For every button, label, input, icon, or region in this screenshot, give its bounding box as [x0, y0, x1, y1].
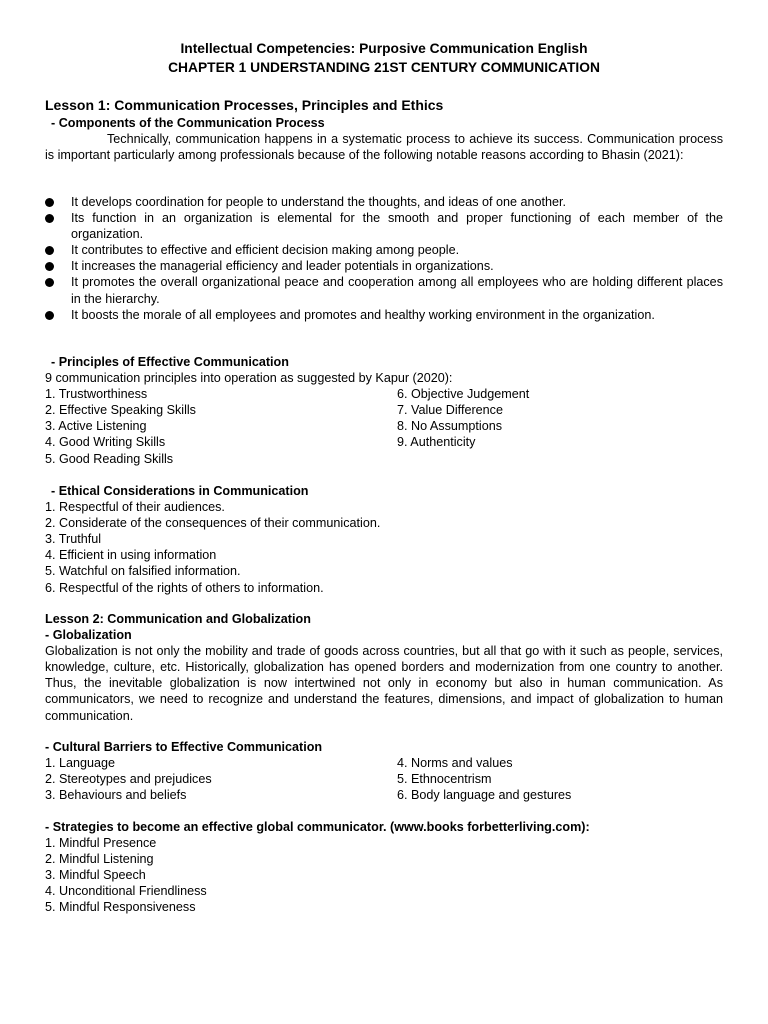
bullet-icon	[45, 262, 54, 271]
principles-heading: - Principles of Effective Communication	[51, 355, 289, 369]
list-item: 3. Mindful Speech	[45, 868, 146, 883]
list-item: 7. Value Difference	[397, 403, 503, 418]
list-item: 3. Truthful	[45, 532, 102, 547]
list-item: 1. Respectful of their audiences.	[45, 500, 225, 515]
components-heading: - Components of the Communication Process	[51, 116, 325, 130]
barriers-list	[45, 755, 723, 803]
list-item: 5. Watchful on falsified information.	[45, 564, 241, 579]
barriers-section	[45, 739, 723, 803]
components-section	[45, 115, 723, 163]
list-item: It develops coordination for people to understand the thoughts, and ideas of one another.	[45, 194, 723, 210]
ethics-heading: - Ethical Considerations in Communication	[51, 484, 309, 498]
barriers-heading: - Cultural Barriers to Effective Communication	[45, 740, 323, 754]
components-paragraph: Technically, communication happens in a systematic process to achieve its success. Communication process is important particularly among professionals because of the following notable reasons according to Bhasin (2021):	[45, 132, 723, 163]
list-item: It increases the managerial efficiency and leader potentials in organizations.	[45, 258, 723, 274]
list-item: 2. Mindful Listening	[45, 852, 154, 867]
principles-section	[45, 354, 723, 467]
list-item: 3. Behaviours and beliefs	[45, 788, 187, 803]
list-item: 6. Respectful of the rights of others to information.	[45, 580, 324, 595]
globalization-paragraph: Globalization is not only the mobility and trade of goods across countries, but all that go with it such as people, services, knowledge, culture, etc. Historically, globalization has opened borders and modernization from one country to another. Thus, the inevitable globalization is now intertwined not only in economy but also in human communication. As communicators, we need to recognize and understand the features, dimensions, and impact of globalization to human communication.	[45, 644, 723, 723]
list-item: It contributes to effective and efficient decision making among people.	[45, 242, 723, 258]
principles-intro: 9 communication principles into operation as suggested by Kapur (2020):	[45, 371, 453, 386]
lesson2-title: Lesson 2: Communication and Globalization	[45, 612, 311, 626]
list-item: 2. Stereotypes and prejudices	[45, 772, 212, 787]
list-item: 8. No Assumptions	[397, 419, 502, 434]
list-item: It promotes the overall organizational peace and cooperation among all employees who are holding different places in the hierarchy.	[45, 274, 723, 306]
bullet-icon	[45, 311, 54, 320]
barriers-right-column	[397, 755, 723, 803]
list-item: 2. Considerate of the consequences of their communication.	[45, 516, 381, 531]
strategies-list	[45, 835, 723, 915]
list-item: 6. Objective Judgement	[397, 387, 530, 402]
list-item: 4. Unconditional Friendliness	[45, 884, 207, 899]
bullet-icon	[45, 278, 54, 287]
list-item: 9. Authenticity	[397, 435, 476, 450]
ethics-list	[45, 499, 723, 596]
list-item: 6. Body language and gestures	[397, 788, 572, 803]
list-item: 2. Effective Speaking Skills	[45, 403, 196, 418]
lesson2-section	[45, 611, 723, 724]
bullet-icon	[45, 214, 54, 223]
bullet-icon	[45, 246, 54, 255]
list-item: 4. Norms and values	[397, 756, 513, 771]
reasons-list	[45, 194, 723, 323]
document-header	[45, 40, 723, 77]
barriers-left-column	[45, 755, 397, 803]
ethics-section	[45, 483, 723, 596]
principles-left-column	[45, 386, 397, 466]
principles-list	[45, 386, 723, 466]
list-item: It boosts the morale of all employees and promotes and healthy working environment in the organization.	[45, 307, 723, 323]
lesson1-title: Lesson 1: Communication Processes, Principles and Ethics	[45, 97, 444, 113]
list-item: 1. Mindful Presence	[45, 836, 157, 851]
chapter-title: CHAPTER 1 UNDERSTANDING 21ST CENTURY COMMUNICATION	[168, 59, 600, 75]
list-item: 1. Trustworthiness	[45, 387, 148, 402]
list-item: 5. Good Reading Skills	[45, 451, 174, 466]
list-item: 5. Ethnocentrism	[397, 772, 492, 787]
globalization-heading: - Globalization	[45, 628, 132, 643]
list-item: 5. Mindful Responsiveness	[45, 900, 196, 915]
reasons-list-section	[45, 194, 723, 323]
list-item: 3. Active Listening	[45, 419, 147, 434]
bullet-icon	[45, 198, 54, 207]
list-item: Its function in an organization is elemental for the smooth and proper functioning of each member of the organization.	[45, 210, 723, 242]
document-title: Intellectual Competencies: Purposive Communication English	[180, 41, 588, 56]
list-item: 4. Efficient in using information	[45, 548, 217, 563]
list-item: 1. Language	[45, 756, 116, 771]
principles-right-column	[397, 386, 723, 466]
strategies-heading: - Strategies to become an effective global communicator. (www.books forbetterliving.com):	[45, 820, 590, 834]
list-item: 4. Good Writing Skills	[45, 435, 166, 450]
strategies-section	[45, 819, 723, 916]
